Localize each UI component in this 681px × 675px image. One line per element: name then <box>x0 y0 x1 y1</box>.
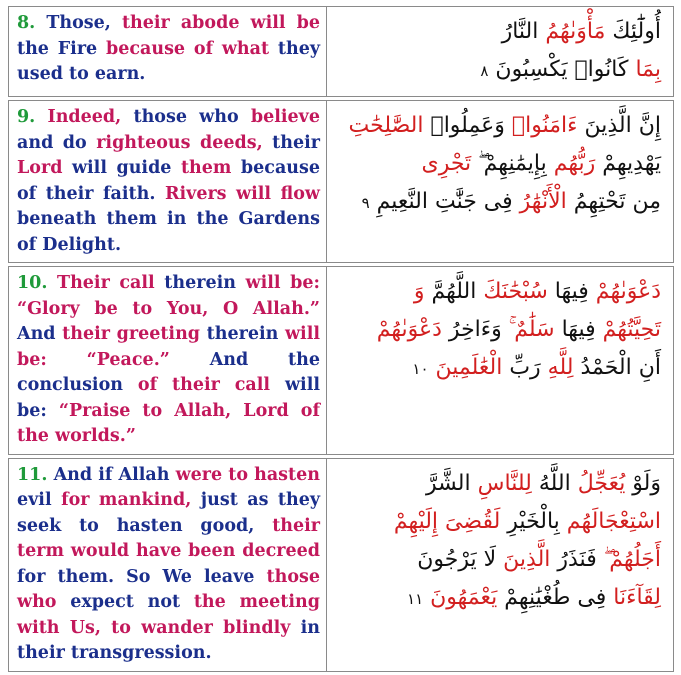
verse-row-9 <box>8 100 674 263</box>
translation-segment: were to hasten <box>175 464 320 485</box>
translation-segment: Those, <box>35 13 122 33</box>
ayah-number: ٩ <box>361 194 370 212</box>
verse-number: 10. <box>17 273 48 293</box>
arabic-word: فِى جَنَّٰتِ النَّعِيمِ <box>369 189 513 214</box>
translation-segment: “Glory be to You, O Allah.” <box>17 298 320 319</box>
arabic-line <box>339 349 661 388</box>
translation-segment: their term would have been decreed <box>17 515 320 561</box>
arabic-word: بِإِيمَٰنِهِمْ <box>478 151 547 176</box>
arabic-word: كَانُوا۟ يَكْسِبُونَ <box>488 57 629 82</box>
translation-segment: And if Allah <box>47 464 176 485</box>
arabic-word: لَقُضِىَ إِلَيْهِمْ <box>393 508 501 534</box>
verse-number: 9. <box>17 107 36 127</box>
translation-segment: will be: <box>17 375 320 421</box>
translation-segment: they used to earn. <box>17 38 320 84</box>
translation-segment: their greeting <box>62 324 207 344</box>
translation-segment: because of what <box>105 38 278 59</box>
arabic-word: لِلَّهِ <box>540 355 574 380</box>
arabic-word: دَعْوَىٰهُمْ <box>588 279 661 304</box>
verse-table <box>8 6 674 675</box>
translation-segment: believe <box>250 107 320 127</box>
arabic-word: اللَّهُ <box>531 470 571 496</box>
translation-segment: So We leave <box>126 566 267 587</box>
translation-segment: the Fire <box>17 38 106 59</box>
arabic-word: الَّذِينَ <box>496 546 551 572</box>
ayah-number: ٨ <box>480 62 489 80</box>
arabic-line <box>339 183 661 222</box>
arabic-line <box>339 145 661 183</box>
verse-row-11 <box>8 458 674 672</box>
translation-segment: their abode will be <box>121 13 320 33</box>
ayah-number: ١١ <box>407 589 424 608</box>
translation-segment: Lord <box>17 158 72 178</box>
arabic-word: يُعَجِّلُ <box>570 470 626 496</box>
translation-segment: them <box>180 158 241 178</box>
arabic-line <box>339 311 661 349</box>
arabic-word: إِنَّ الَّذِينَ <box>577 113 661 138</box>
translation-segment: And <box>17 324 63 344</box>
translation-segment: those who <box>17 566 320 612</box>
verse-number: 11. <box>17 464 48 485</box>
arabic-word: وَلَوْ <box>625 470 661 496</box>
translation-segment: for them. <box>17 566 127 587</box>
arabic-word: ۖ تَجْرِى <box>421 151 479 176</box>
arabic-word: دَعْوَىٰهُمْ <box>376 317 442 342</box>
arabic-cell <box>327 101 673 262</box>
translation-segment: their <box>272 132 320 153</box>
arabic-word: سُبْحَٰنَكَ <box>476 279 548 304</box>
translation-cell <box>9 101 327 262</box>
arabic-word: الشَّرَّ <box>426 470 471 496</box>
translation-segment: will guide <box>71 158 181 178</box>
arabic-word: النَّارُ <box>501 19 539 44</box>
arabic-line <box>339 541 661 579</box>
arabic-line <box>339 107 661 145</box>
arabic-word: ءَامَنُوا۟ <box>504 113 578 138</box>
translation-segment: because of their faith. <box>17 158 320 204</box>
verse-row-10 <box>8 266 674 455</box>
arabic-word: تَحِيَّتُهُمْ <box>595 317 661 342</box>
arabic-word: سَلَٰمٌ <box>508 317 555 342</box>
arabic-word: بِمَا <box>628 57 661 82</box>
arabic-cell <box>327 7 673 96</box>
translation-segment: Rivers will flow <box>164 183 320 204</box>
ayah-number: ١٠ <box>412 360 429 378</box>
arabic-word: فِيهَا <box>547 279 589 304</box>
arabic-line <box>339 465 661 503</box>
translation-segment: in their transgression. <box>17 617 320 663</box>
arabic-word: وَعَمِلُوا۟ <box>423 113 505 138</box>
arabic-word: مَأْوَىٰهُمُ <box>538 19 606 44</box>
translation-segment: therein <box>164 273 246 293</box>
translation-segment: to wander blindly <box>111 617 301 638</box>
arabic-line <box>339 13 661 51</box>
translation-cell <box>9 267 327 454</box>
arabic-word: مِن تَحْتِهِمُ <box>566 189 661 214</box>
arabic-line <box>339 579 661 618</box>
arabic-word: لِلنَّاسِ <box>470 470 532 496</box>
arabic-word: رَبُّهُم <box>546 151 596 176</box>
arabic-cell <box>327 459 673 671</box>
arabic-word: الْعَٰلَمِينَ <box>428 355 503 380</box>
arabic-word: الْأَنْهَٰرُ <box>512 189 567 214</box>
translation-segment: “Peace.” <box>86 349 210 370</box>
arabic-word: أُولَٰٓئِكَ <box>605 19 661 44</box>
arabic-word: ۚ وَءَاخِرُ <box>441 317 509 342</box>
arabic-word: لِقَآءَنَا <box>606 584 661 610</box>
translation-cell <box>9 7 327 96</box>
translation-segment: expect not <box>70 592 194 612</box>
translation-segment: evil <box>17 490 62 510</box>
verse-number: 8. <box>17 13 36 33</box>
translation-segment: will be: <box>17 324 320 370</box>
translation-segment: of Delight. <box>17 234 122 255</box>
translation-segment: and do <box>17 132 97 153</box>
translation-segment: just as they seek to hasten good, <box>17 490 320 536</box>
translation-segment: will be: <box>245 273 320 293</box>
translation-cell <box>9 459 327 671</box>
arabic-word: رَبِّ <box>502 355 541 380</box>
arabic-word: أَجَلُهُمْ <box>603 546 661 572</box>
translation-segment: righteous deeds, <box>96 132 273 153</box>
arabic-word: أَنِ الْحَمْدُ <box>573 355 661 380</box>
translation-segment: Their call <box>47 273 165 293</box>
translation-segment: the Gardens <box>196 209 321 229</box>
arabic-word: لَا يَرْجُونَ <box>417 546 497 572</box>
translation-segment: beneath them in <box>17 209 197 229</box>
arabic-cell <box>327 267 673 454</box>
arabic-line <box>339 503 661 541</box>
translation-segment: therein <box>206 324 285 344</box>
arabic-word: ۖ فَنَذَرُ <box>550 546 604 572</box>
translation-segment: for mankind, <box>61 490 201 510</box>
translation-segment: the meeting with Us, <box>17 592 320 638</box>
arabic-word: اللَّهُمَّ <box>424 279 477 304</box>
arabic-word: يَهْدِيهِمْ <box>595 151 661 176</box>
arabic-line <box>339 273 661 311</box>
translation-segment: Indeed, <box>35 107 134 127</box>
translation-segment: And the conclusion <box>17 349 320 395</box>
arabic-line <box>339 51 661 90</box>
arabic-word: وَ <box>413 279 425 304</box>
arabic-word: يَعْمَهُونَ <box>423 584 498 610</box>
arabic-word: فِى طُغْيَٰنِهِمْ <box>497 584 607 610</box>
translation-segment: those who <box>133 107 251 127</box>
arabic-word: بِالْخَيْرِ <box>500 508 560 534</box>
translation-segment: of their call <box>137 375 285 395</box>
arabic-word: اسْتِعْجَالَهُم <box>559 508 661 534</box>
arabic-word: فِيهَا <box>554 317 596 342</box>
verse-row-8 <box>8 6 674 97</box>
translation-segment: “Praise to Allah, Lord of the worlds.” <box>17 400 320 446</box>
arabic-word: الصَّٰلِحَٰتِ <box>348 113 424 138</box>
